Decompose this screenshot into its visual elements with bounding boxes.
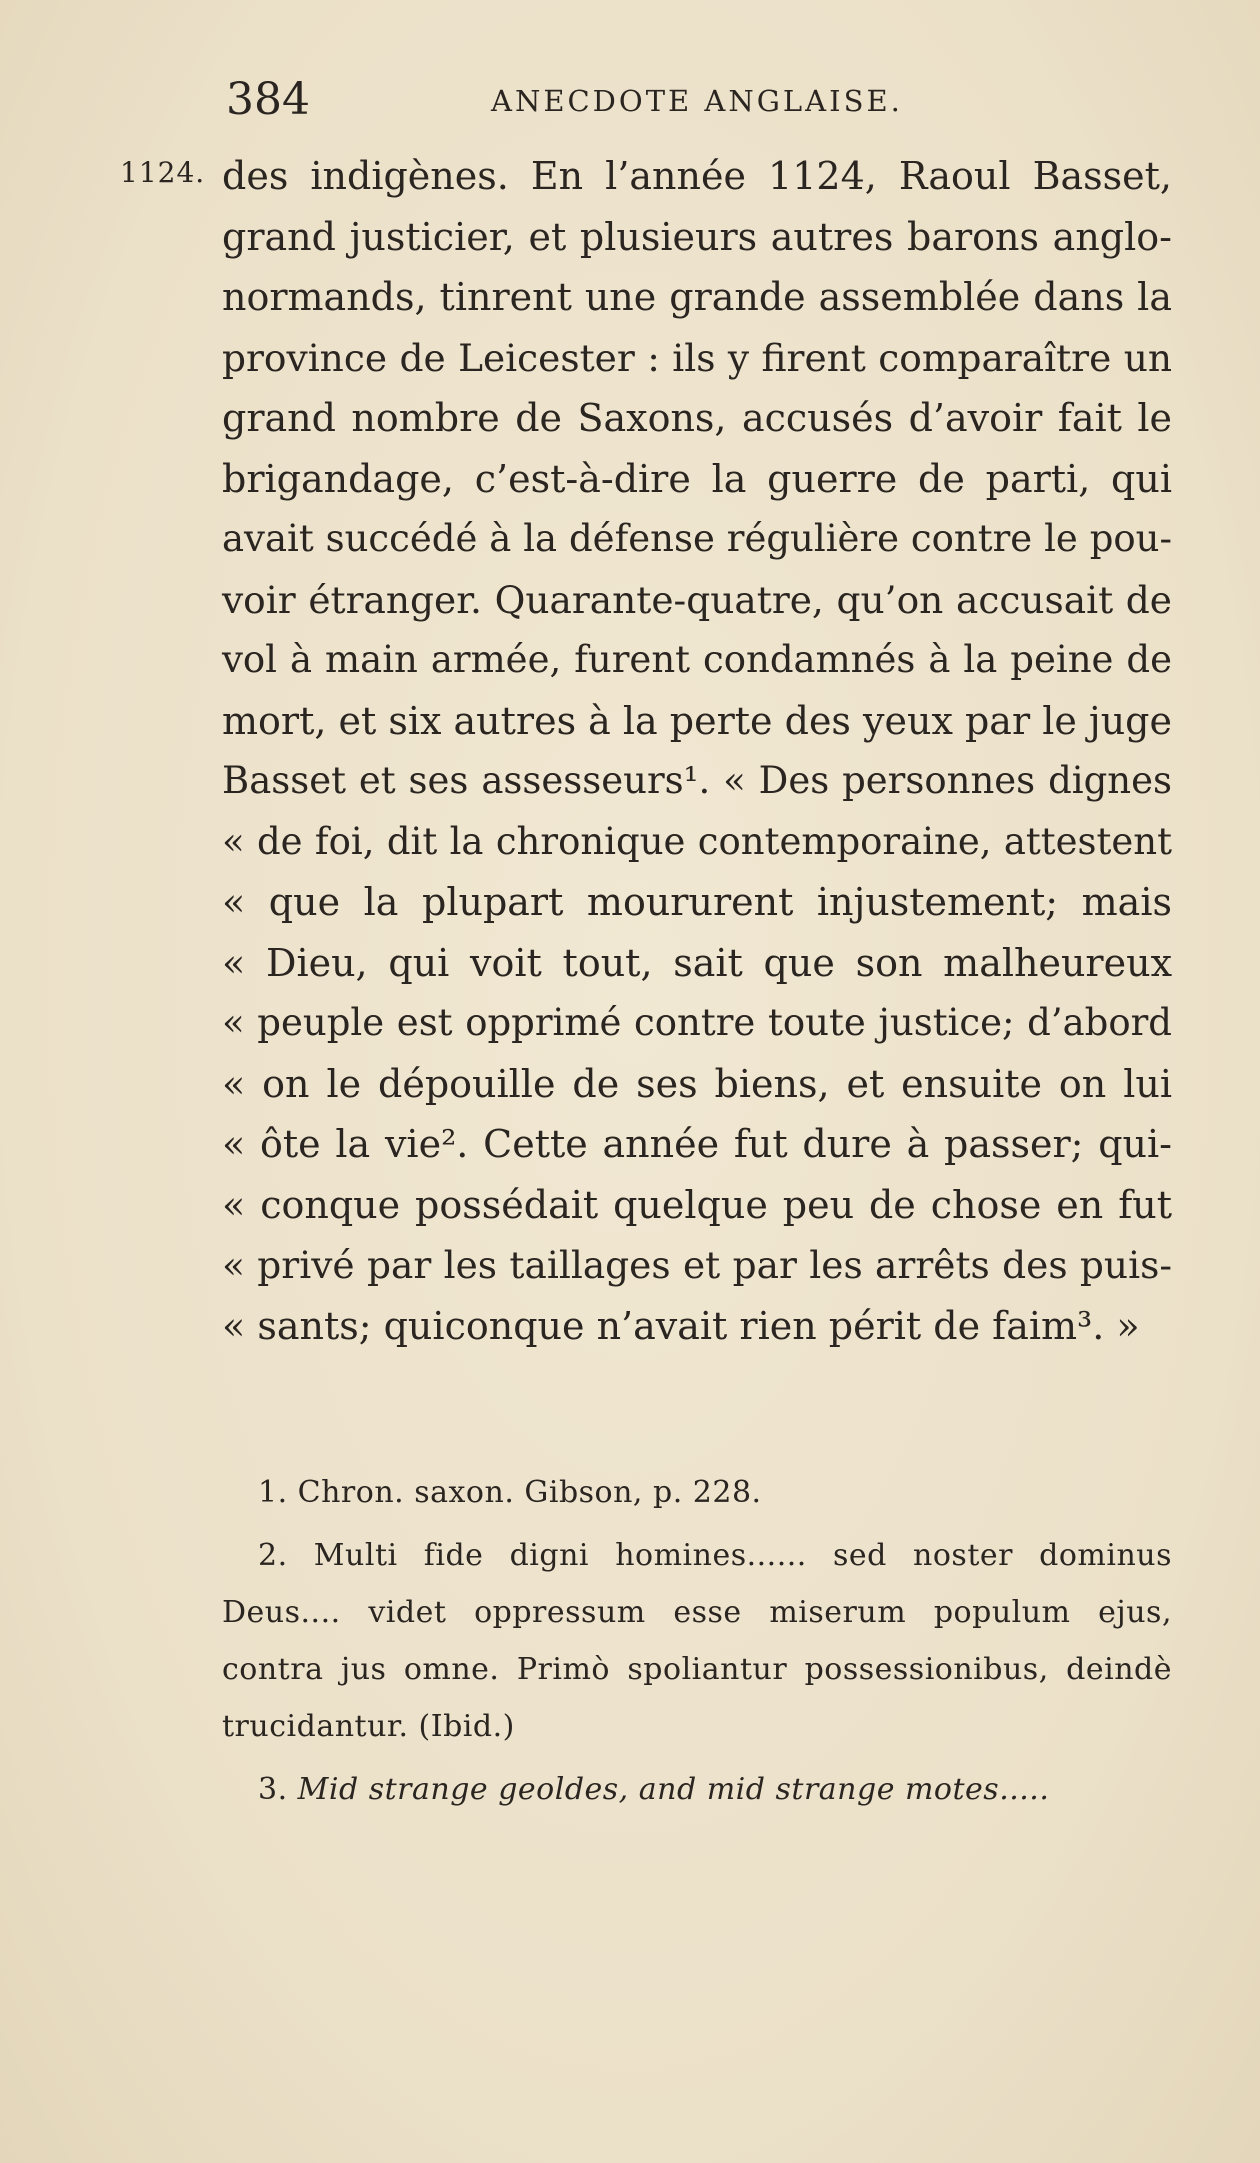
text-line: avait succédé à la défense régulière contre le pou-: [222, 517, 1172, 560]
footnote-3: [222, 1761, 1172, 1818]
footnote-3-number: 3.: [258, 1772, 288, 1807]
text-line: brigandage, c’est-à-dire la guerre de parti, qui: [222, 456, 1172, 501]
footnotes: [222, 1464, 1172, 1818]
footnote-2-line: Deus.... videt oppressum esse miserum populum ejus,: [222, 1595, 1172, 1630]
text-line: Basset et ses assesseurs¹. « Des personnes dignes: [222, 759, 1172, 802]
footnote-2-line: 2. Multi fide digni homines...... sed noster dominus: [258, 1538, 1172, 1573]
text-line: voir étranger. Quarante-quatre, qu’on accusait de: [222, 577, 1172, 622]
margin-date: 1124.: [120, 156, 206, 189]
text-line: vol à main armée, furent condamnés à la peine de: [222, 638, 1172, 681]
text-line: province de Leicester : ils y firent comparaître un: [222, 335, 1172, 380]
text-line: grand justicier, et plusieurs autres barons anglo-: [222, 214, 1172, 259]
text-line: grand nombre de Saxons, accusés d’avoir fait le: [222, 396, 1172, 440]
page-number: 384: [226, 74, 310, 125]
page-header: [226, 70, 1056, 130]
footnote-2-line: trucidantur. (Ibid.): [222, 1709, 515, 1744]
footnote-1: 1. Chron. saxon. Gibson, p. 228.: [258, 1475, 762, 1510]
text-line: « ôte la vie². Cette année fut dure à passer; qui-: [222, 1122, 1172, 1166]
text-line: « on le dépouille de ses biens, et ensuite on lui: [222, 1061, 1172, 1106]
text-line: « sants; quiconque n’avait rien périt de faim³. »: [222, 1303, 1140, 1348]
text-line: « Dieu, qui voit tout, sait que son malheureux: [222, 940, 1172, 985]
text-line: « conque possédait quelque peu de chose en fut: [222, 1182, 1172, 1227]
running-head: ANECDOTE ANGLAISE.: [491, 84, 903, 118]
text-line: « peuple est opprimé contre toute justice; d’abord: [222, 1001, 1172, 1044]
text-line: « que la plupart moururent injustement; mais: [222, 880, 1172, 924]
text-line: normands, tinrent une grande assemblée dans la: [222, 275, 1172, 319]
text-line: mort, et six autres à la perte des yeux par le juge: [222, 698, 1172, 743]
footnote-3-text: Mid strange geoldes, and mid strange motes.....: [297, 1772, 1050, 1807]
text-line: des indigènes. En l’année 1124, Raoul Basset,: [222, 154, 1172, 198]
body-text: [222, 146, 1172, 1356]
text-line: « de foi, dit la chronique contemporaine, attestent: [222, 819, 1172, 863]
footnote-2-line: contra jus omne. Primò spoliantur possessionibus, deindè: [222, 1652, 1172, 1687]
text-line: « privé par les taillages et par les arrêts des puis-: [222, 1243, 1172, 1287]
